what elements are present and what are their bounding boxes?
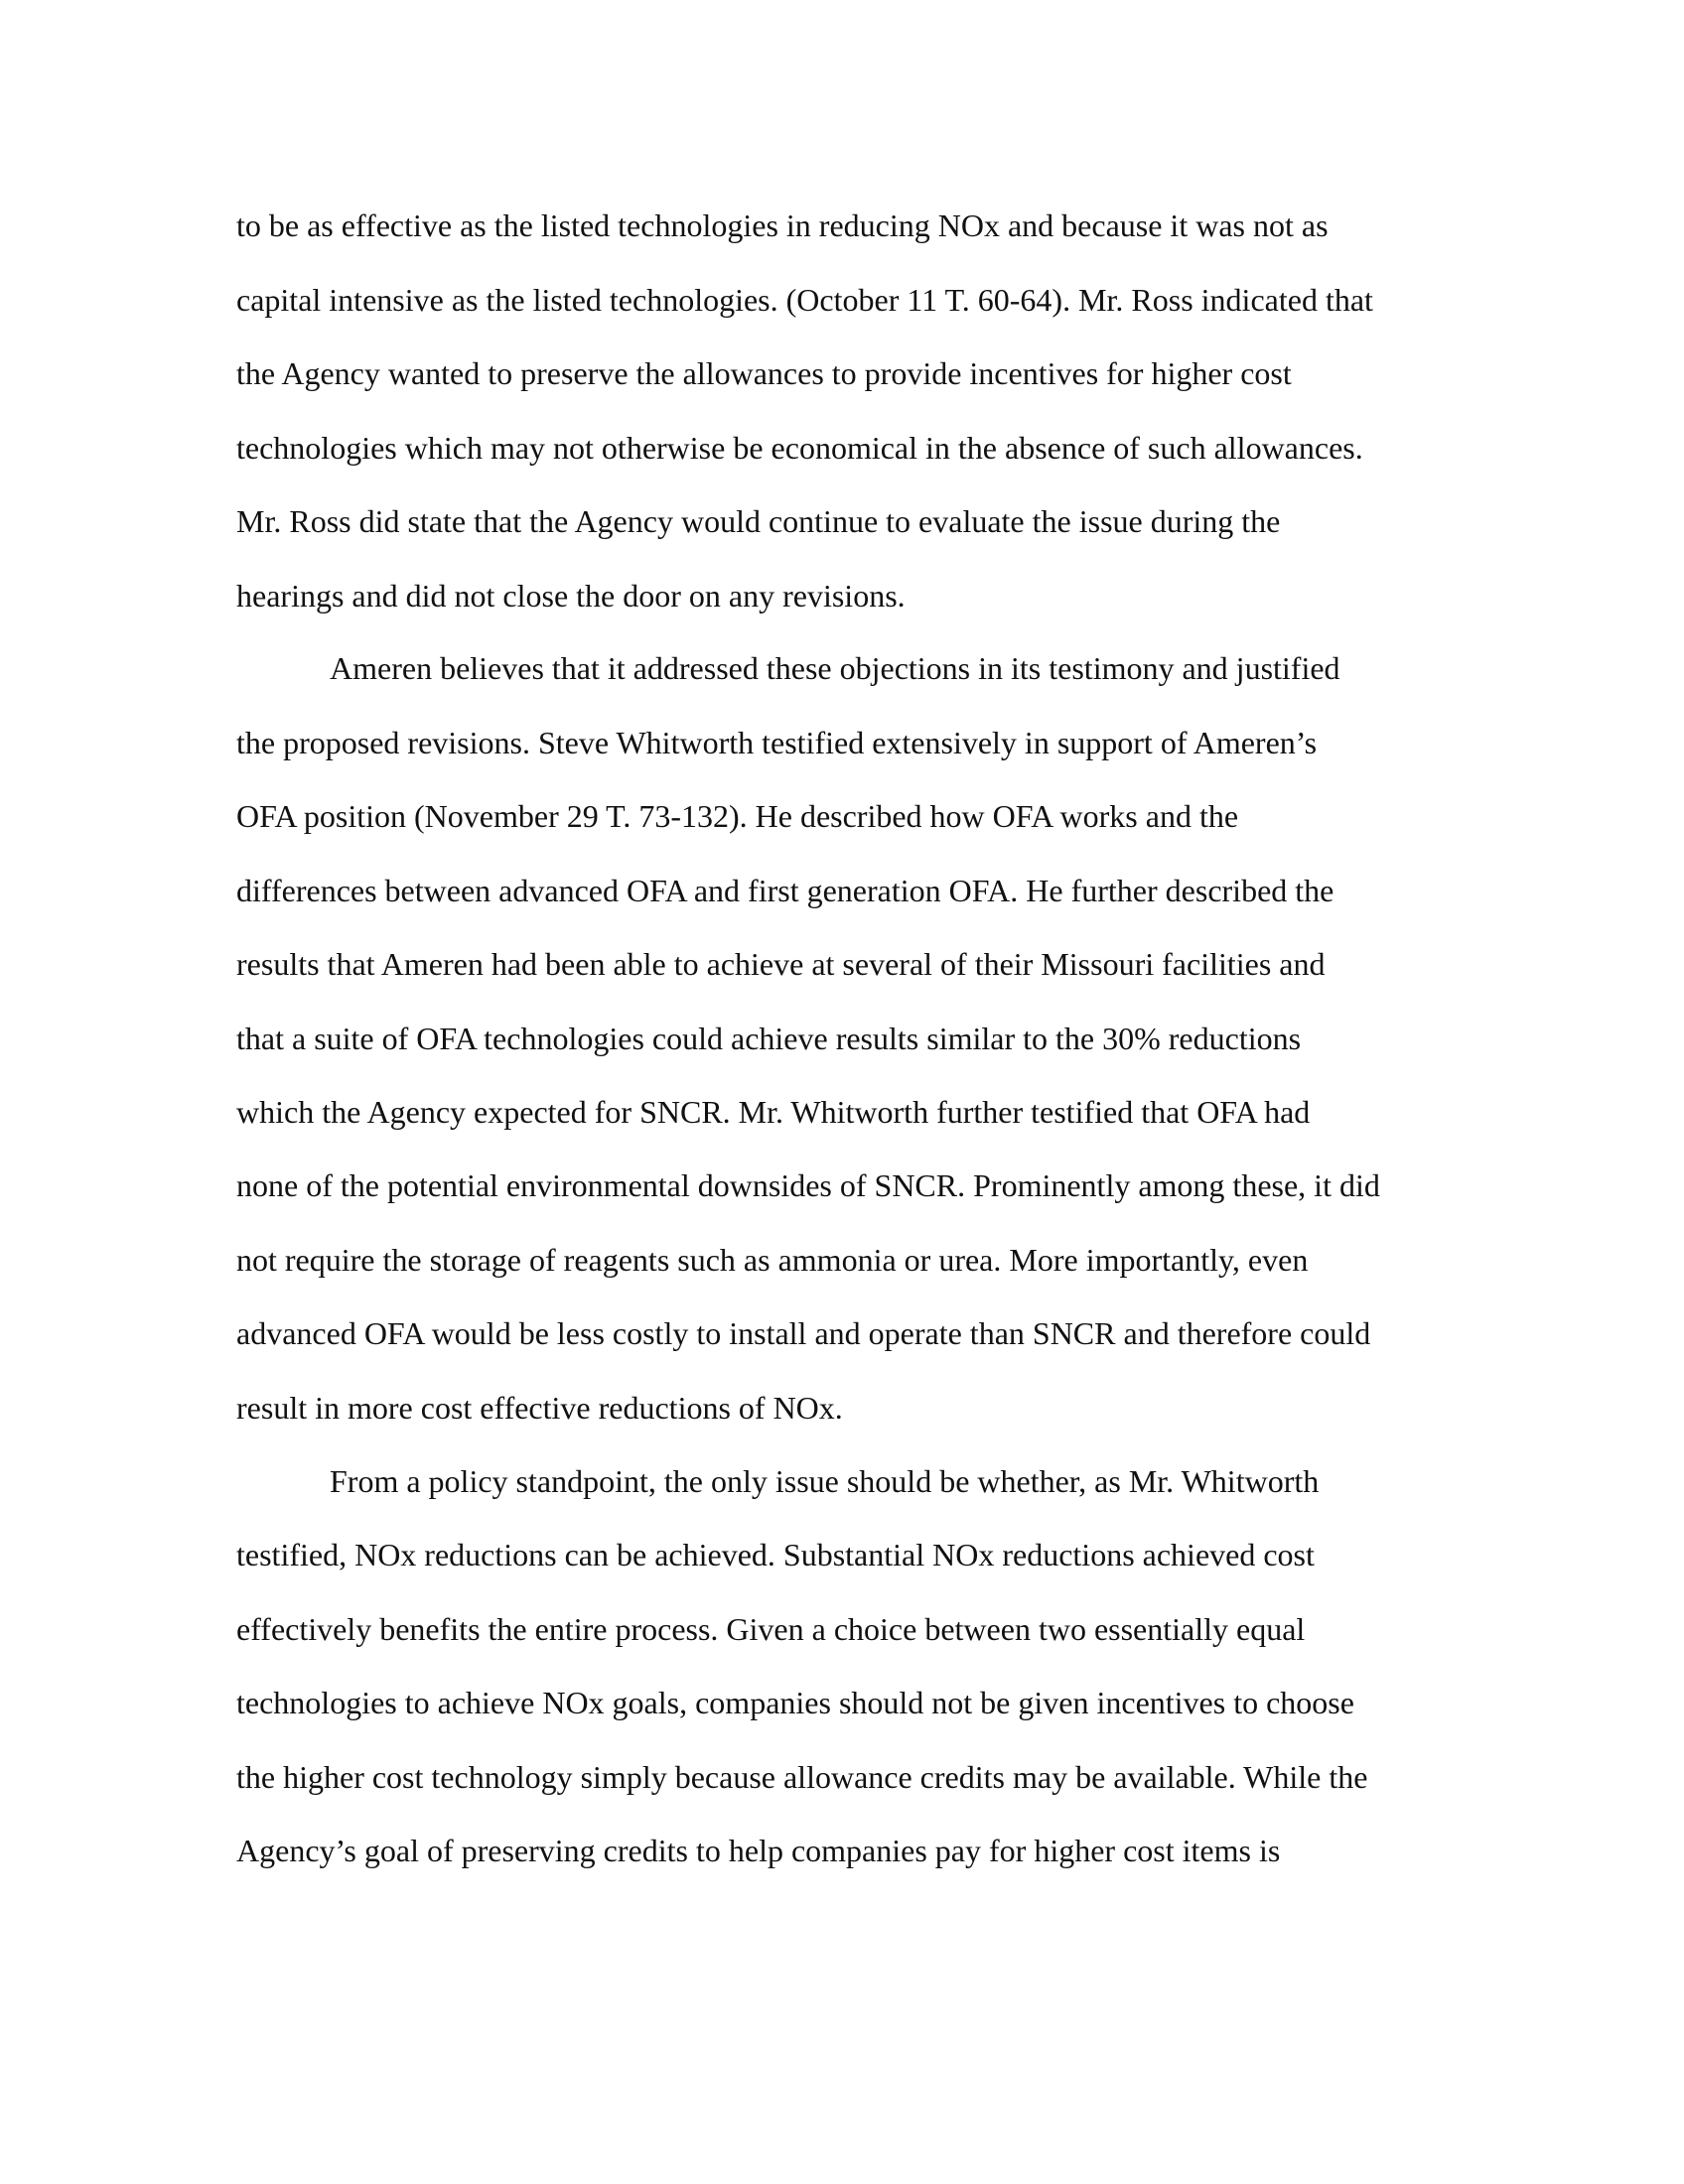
text-line: capital intensive as the listed technologies. (October 11 T. 60-64). Mr. Ross indicated that — [236, 282, 1373, 318]
text-line: differences between advanced OFA and first generation OFA. He further described the — [236, 873, 1334, 908]
text-line: Mr. Ross did state that the Agency would continue to evaluate the issue during the — [236, 503, 1281, 539]
text-line: Agency’s goal of preserving credits to help companies pay for higher cost items is — [236, 1833, 1281, 1868]
text-line: result in more cost effective reductions of NOx. — [236, 1390, 843, 1426]
text-line: the Agency wanted to preserve the allowances to provide incentives for higher cost — [236, 355, 1292, 391]
text-line: not require the storage of reagents such as ammonia or urea. More importantly, even — [236, 1242, 1309, 1278]
text-line: the higher cost technology simply because allowance credits may be available. While the — [236, 1759, 1368, 1795]
text-line: technologies which may not otherwise be economical in the absence of such allowances. — [236, 430, 1363, 466]
text-line: hearings and did not close the door on any revisions. — [236, 578, 906, 614]
text-line: Ameren believes that it addressed these objections in its testimony and justified — [330, 650, 1340, 686]
text-line: technologies to achieve NOx goals, companies should not be given incentives to choose — [236, 1685, 1354, 1720]
text-line: OFA position (November 29 T. 73-132). He described how OFA works and the — [236, 798, 1239, 834]
text-line: testified, NOx reductions can be achieved. Substantial NOx reductions achieved cost — [236, 1537, 1315, 1572]
text-line: none of the potential environmental downsides of SNCR. Prominently among these, it did — [236, 1167, 1380, 1203]
text-line: that a suite of OFA technologies could achieve results similar to the 30% reductions — [236, 1021, 1302, 1056]
text-line: From a policy standpoint, the only issue should be whether, as Mr. Whitworth — [330, 1463, 1320, 1499]
text-line: which the Agency expected for SNCR. Mr. Whitworth further testified that OFA had — [236, 1094, 1311, 1130]
text-line: the proposed revisions. Steve Whitworth testified extensively in support of Ameren’s — [236, 725, 1318, 760]
text-line: advanced OFA would be less costly to install and operate than SNCR and therefore could — [236, 1315, 1371, 1351]
text-line: effectively benefits the entire process. Given a choice between two essentially equal — [236, 1611, 1306, 1647]
text-line: to be as effective as the listed technologies in reducing NOx and because it was not as — [236, 207, 1329, 243]
text-line: results that Ameren had been able to achieve at several of their Missouri facilities and — [236, 946, 1326, 982]
